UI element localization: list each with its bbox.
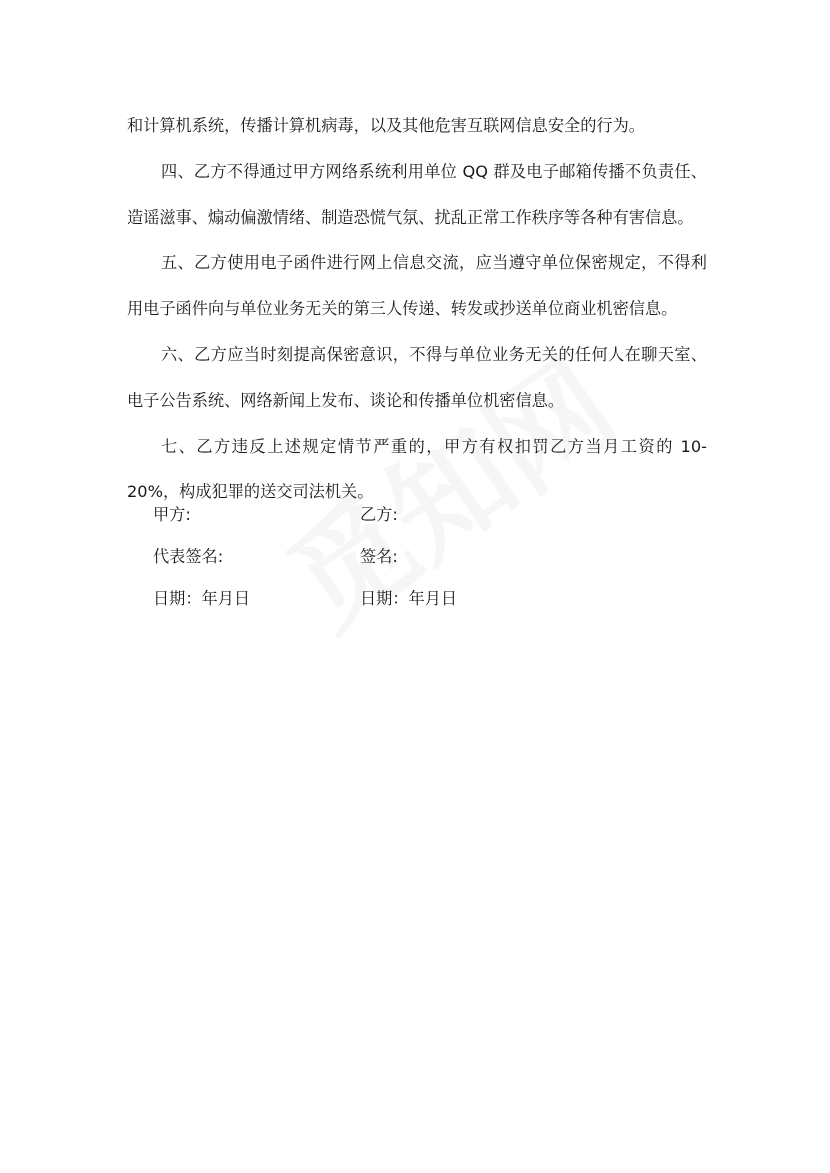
- signature-row-sign: [153, 539, 653, 581]
- party-b-label: 乙方:: [360, 505, 398, 524]
- watermark-text: [360, 1160, 440, 1173]
- signature-row-date: [153, 581, 653, 623]
- representative-signature-label: 代表签名:: [153, 547, 224, 566]
- signature-block: [153, 497, 653, 623]
- signature-label: 签名:: [360, 547, 398, 566]
- date-b-label: 日期：年月日: [360, 589, 458, 608]
- paragraph-clause-7: 七、乙方违反上述规定情节严重的，甲方有权扣罚乙方当月工资的 10-20%，构成犯罪的送交司法机关。: [127, 436, 707, 502]
- paragraph-clause-5: 五、乙方使用电子函件进行网上信息交流，应当遵守单位保密规定，不得利用电子函件向与单位业务无关的第三人传递、转发或抄送单位商业机密信息。: [127, 253, 707, 319]
- date-a-label: 日期：年月日: [153, 589, 251, 608]
- paragraph-continuation: 和计算机系统，传播计算机病毒，以及其他危害互联网信息安全的行为。: [127, 116, 645, 135]
- paragraph-clause-6: 六、乙方应当时刻提高保密意识，不得与单位业务无关的任何人在聊天室、电子公告系统、网络新闻上发布、谈论和传播单位机密信息。: [127, 344, 707, 410]
- paragraph-clause-4: 四、乙方不得通过甲方网络系统利用单位 QQ 群及电子邮箱传播不负责任、造谣滋事、煽动偏激情绪、制造恐慌气氛、扰乱正常工作秩序等各种有害信息。: [127, 161, 707, 227]
- signature-row-party: [153, 497, 653, 539]
- party-a-label: 甲方:: [153, 505, 191, 524]
- contract-body: [127, 103, 707, 515]
